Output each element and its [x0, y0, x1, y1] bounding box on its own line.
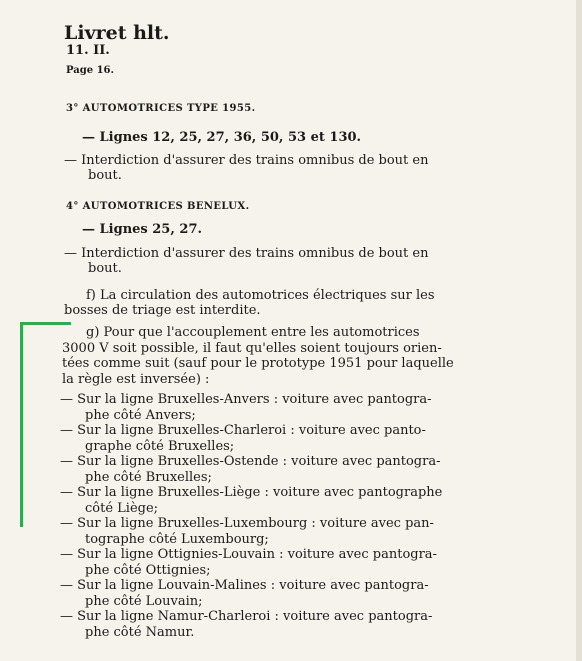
paragraph-f-line1: f) La circulation des automotrices électriques sur les	[86, 288, 435, 303]
list-item-1-line1: — Sur la ligne Bruxelles-Anvers : voiture avec pantogra-	[60, 392, 432, 407]
section-3-item-line2: bout.	[88, 168, 122, 183]
paragraph-g-line1: g) Pour que l'accouplement entre les automotrices	[86, 325, 420, 340]
list-item-7-line2: phe côté Louvain;	[85, 593, 203, 609]
document-subtitle: 11. II.	[66, 43, 110, 58]
section-4-item-line1: — Interdiction d'assurer des trains omnibus de bout en	[64, 246, 429, 261]
list-item-5-line2: tographe côté Luxembourg;	[85, 531, 269, 547]
list-item-3-line2: phe côté Bruxelles;	[85, 469, 212, 485]
section-4-lines: — Lignes 25, 27.	[82, 222, 203, 237]
paragraph-f-line2: bosses de triage est interdite.	[64, 303, 261, 318]
list-item-8-line1: — Sur la ligne Namur-Charleroi : voiture avec pantogra-	[60, 609, 433, 624]
orientation-list	[60, 392, 442, 640]
section-3-item-line1: — Interdiction d'assurer des trains omnibus de bout en	[64, 153, 429, 168]
margin-mark-vertical	[20, 322, 23, 527]
paragraph-g-line2: 3000 V soit possible, il faut qu'elles soient toujours orien-	[62, 340, 442, 356]
paragraph-g-line3: tées comme suit (sauf pour le prototype 1951 pour laquelle	[62, 356, 454, 371]
section-3-heading: 3° AUTOMOTRICES TYPE 1955.	[66, 103, 256, 114]
list-item-2-line1: — Sur la ligne Bruxelles-Charleroi : voiture avec panto-	[60, 423, 426, 438]
page-reference: Page 16.	[66, 65, 114, 76]
paragraph-g	[62, 325, 454, 387]
list-item-5-line1: — Sur la ligne Bruxelles-Luxembourg : voiture avec pan-	[60, 516, 434, 531]
list-item-1-line2: phe côté Anvers;	[85, 407, 196, 423]
page-edge	[576, 0, 582, 661]
document-title: Livret hlt.	[64, 22, 170, 44]
section-4-heading: 4° AUTOMOTRICES BENELUX.	[66, 201, 250, 212]
list-item-4-line1: — Sur la ligne Bruxelles-Liège : voiture avec pantographe	[60, 485, 443, 500]
section-3-lines: — Lignes 12, 25, 27, 36, 50, 53 et 130.	[82, 130, 362, 145]
paragraph-g-line4: la règle est inversée) :	[62, 371, 210, 387]
section-4-item	[64, 246, 504, 276]
list-item-7-line1: — Sur la ligne Louvain-Malines : voiture avec pantogra-	[60, 578, 429, 593]
section-3-item	[64, 153, 504, 183]
list-item-6-line2: phe côté Ottignies;	[85, 562, 211, 578]
list-item-6-line1: — Sur la ligne Ottignies-Louvain : voiture avec pantogra-	[60, 547, 437, 562]
list-item-4-line2: côté Liège;	[85, 500, 159, 516]
list-item-3-line1: — Sur la ligne Bruxelles-Ostende : voiture avec pantogra-	[60, 454, 441, 469]
paragraph-f	[64, 288, 504, 318]
list-item-8-line2: phe côté Namur.	[85, 624, 195, 640]
list-item-2-line2: graphe côté Bruxelles;	[85, 438, 235, 454]
section-4-item-line2: bout.	[88, 261, 122, 276]
